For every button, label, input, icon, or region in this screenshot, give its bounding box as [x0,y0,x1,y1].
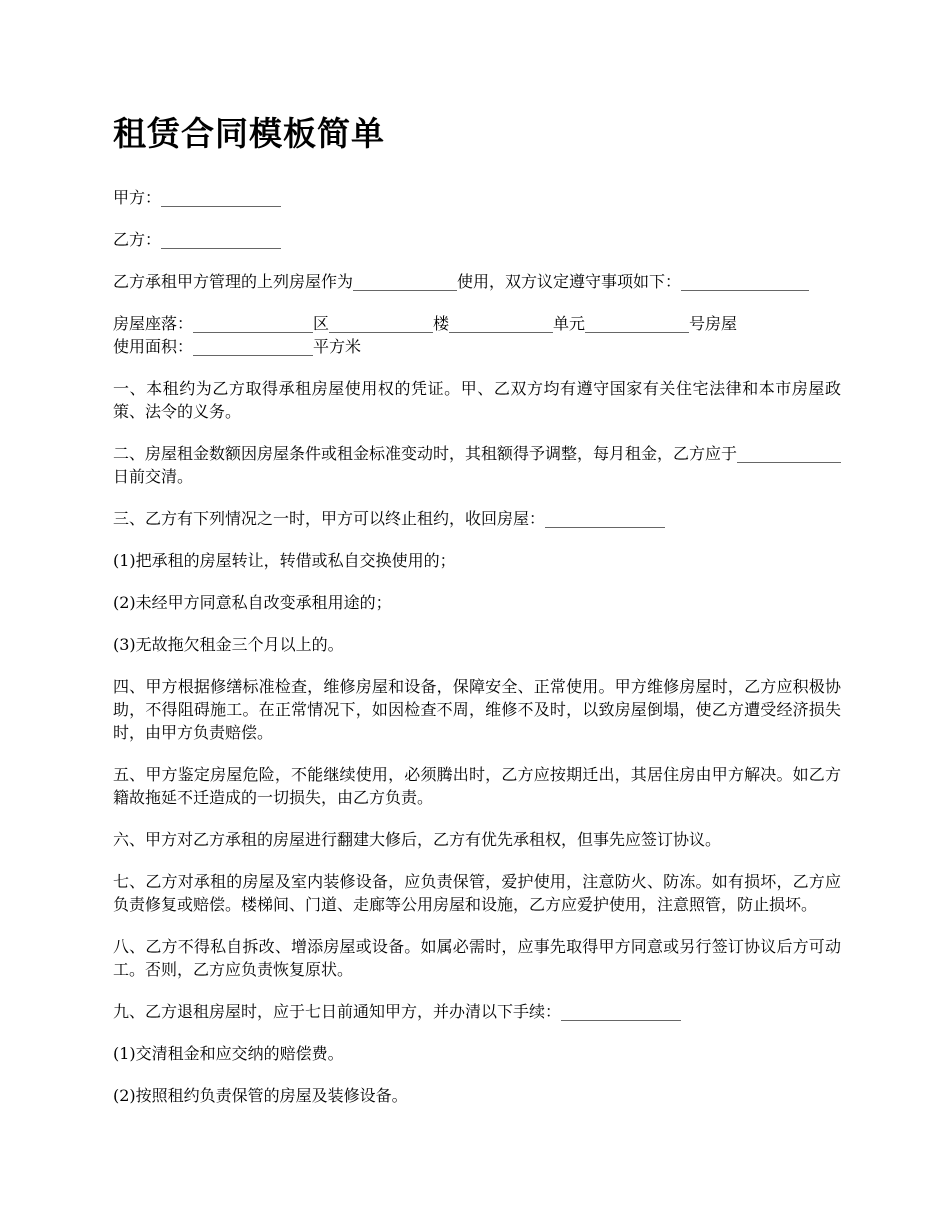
party-a-line: 甲方：_______________ [113,188,282,207]
clause-1: 一、本租约为乙方取得承租房屋使用权的凭证。甲、乙双方均有遵守国家有关住宅法律和本市房屋政策、法令的义务。 [113,379,841,421]
clause-9: 九、乙方退租房屋时，应于七日前通知甲方，并办清以下手续：_______________ [113,1002,682,1021]
clause-8: 八、乙方不得私自拆改、增添房屋或设备。如属必需时，应事先取得甲方同意或另行签订协议后方可动工。否则，乙方应负责恢复原状。 [113,937,841,979]
document-body [113,112,841,1126]
clause-5: 五、甲方鉴定房屋危险，不能继续使用，必须腾出时，乙方应按期迁出，其居住房由甲方解决。如乙方籍故拖延不迁造成的一切损失，由乙方负责。 [113,765,841,807]
clause-9-item-1: (1)交清租金和应交纳的赔偿费。 [113,1044,344,1063]
clause-7: 七、乙方对承租的房屋及室内装修设备，应负责保管，爱护使用，注意防火、防冻。如有损坏，乙方应负责修复或赔偿。楼梯间、门道、走廊等公用房屋和设施，乙方应爱护使用，注意照管，防止损坏。 [113,872,841,914]
clause-4: 四、甲方根据修缮标准检查，维修房屋和设备，保障安全、正常使用。甲方维修房屋时，乙方应积极协助，不得阻碍施工。在正常情况下，如因检查不周，维修不及时，以致房屋倒塌，使乙方遭受经济损失时，由甲方负责赔偿。 [113,677,841,742]
location-line: 房屋座落：_______________区_____________楼_____________单元_____________号房屋 [113,314,738,333]
clause-2: 二、房屋租金数额因房屋条件或租金标准变动时，其租额得予调整，每月租金，乙方应于_____________日前交清。 [113,444,842,486]
intro-paragraph: 乙方承租甲方管理的上列房屋作为_____________使用，双方议定遵守事项如下：________________ [113,272,810,291]
clause-3-item-2: (2)未经甲方同意私自改变承租用途的； [113,593,392,612]
clause-6: 六、甲方对乙方承租的房屋进行翻建大修后，乙方有优先承租权，但事先应签订协议。 [113,830,722,849]
party-b-line: 乙方：_______________ [113,230,282,249]
clause-9-item-2: (2)按照租约负责保管的房屋及装修设备。 [113,1086,408,1105]
document-title: 租赁合同模板简单 [113,114,385,153]
clause-3-item-1: (1)把承租的房屋转让，转借或私自交换使用的； [113,551,456,570]
clause-3-item-3: (3)无故拖欠租金三个月以上的。 [113,635,344,654]
area-line: 使用面积：_______________平方米 [113,337,362,356]
clause-3: 三、乙方有下列情况之一时，甲方可以终止租约，收回房屋：_______________ [113,509,666,528]
